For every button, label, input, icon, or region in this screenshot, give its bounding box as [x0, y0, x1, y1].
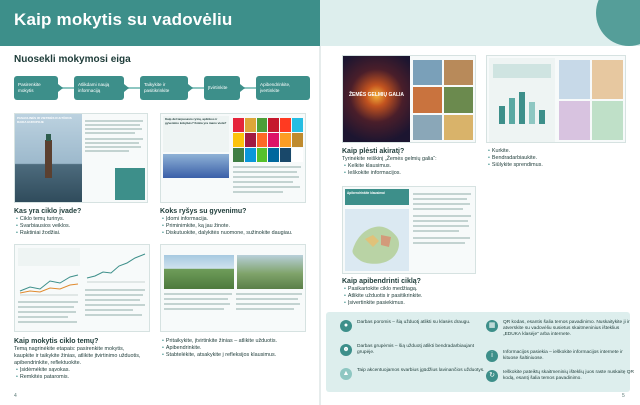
practice-item: • Stabtelėkite, atsakykite į refleksijos klausimus. [162, 352, 277, 359]
practice-item: • Apibendrinkite. [162, 345, 277, 352]
learn-list [16, 367, 70, 381]
thumb-data [486, 55, 626, 143]
learn-intro-1: Temą nagrinėkite etapais: pasirenkite mokytis, [14, 346, 125, 352]
cycle-item: • Ciklo temų turinys. [16, 216, 70, 223]
header-bar-right [320, 0, 640, 46]
difficulty-icon: ▲ [340, 368, 352, 380]
expand-title: Kaip plėsti akiratį? [342, 148, 405, 155]
flow-step-2: Atlikdami naują informaciją [74, 76, 124, 100]
legend-qr-code: ▦ QR kodas, esantis šalia temos pavadinimo. Nuskaitykite ji ir atverskite su vadovėliu susietus skaitmeninius išteklius „EDUKA klasėje“ arba internete. [486, 320, 638, 337]
cycle-list [16, 216, 70, 237]
legend-difficulty: ▲ Taip akcentuojamos svarbius įgūdžius lavinančios užduotys. [340, 368, 492, 380]
learn-intro-3: apibendrinkite, reflektuokite. [14, 360, 82, 366]
flow-step-5: Apibendrinkite, įvertinkite [256, 76, 310, 100]
book-spine [319, 0, 321, 405]
expand-item: • Ieškokite informacijos. [344, 170, 401, 177]
expand-item: • Kelkite klausimus. [344, 163, 401, 170]
thumb-cycle-intro [14, 113, 148, 203]
data-heading [493, 64, 551, 78]
thumb-caption: PASAULINĖS IR VIETINĖS KULTŪROS RAIDA EUROPOJE [17, 116, 72, 124]
sdg-grid [233, 118, 303, 162]
sidebar-box [115, 168, 145, 200]
learn-item: • Remkitės pataromis. [16, 374, 70, 381]
thumb-topic [160, 113, 306, 203]
learn-heading-box [18, 248, 80, 266]
topic-item: • Diskutuokite, dalykitės nuomone, sužinokite daugiau. [162, 230, 292, 237]
learn-title: Kaip mokytis ciklo temų? [14, 338, 99, 345]
text-lines [85, 120, 145, 162]
summary-caption: Apibendrinkite klausimai [347, 191, 385, 195]
learn-chart-2 [85, 248, 147, 284]
summary-item: • Pasikartokite ciklo medžiagą. [344, 286, 423, 293]
expand-list-right [488, 148, 543, 169]
data-charts-grid [559, 60, 623, 140]
cycle-item: • Raktiniai žodžiai. [16, 230, 70, 237]
learn-text-lines-2 [85, 289, 147, 329]
topic-title: Koks ryšys su gyvenimu? [160, 208, 247, 215]
flow-step-1: Pasirenkite mokytis [14, 76, 58, 100]
flow-step-3: Taikykite ir pasitikrinkite [140, 76, 188, 100]
earth-core-photo [343, 56, 410, 143]
expand-item: • Kurkite. [488, 148, 543, 155]
digital-icon: ↻ [486, 370, 498, 382]
topic-caption: Kaip dėl tarpusavio ryšių, aplinkos ir gyvenimo kokybės? Kokia yra mano vieta? [165, 117, 227, 125]
landscape-photo-2 [237, 255, 303, 289]
expand-caption: ŽEMĖS GELMIŲ GALIA [349, 92, 404, 98]
learn-chart-1 [18, 269, 80, 297]
topic-text-lines [233, 166, 303, 200]
legend-box [326, 312, 634, 392]
europe-map [345, 209, 409, 271]
legend-group-work: ☻ Darbas grupėmis – šią užduotį atlikti bendradarbiaujant grupėje. [340, 344, 492, 356]
thumb-summary [342, 186, 476, 274]
expand-item: • Siūlykite sprendimus. [488, 162, 543, 169]
learning-flow [14, 76, 310, 100]
expand-intro: Tyrinėkite reiškinį „Žemės gelmių galia“: [342, 156, 437, 162]
summary-item: • Atlikite užduotis ir pasitikrinkite. [344, 293, 423, 300]
practice-item: • Pritaikykite, įtvirtinkite žinias – atlikite užduotis. [162, 338, 277, 345]
practice-text-lines [164, 293, 303, 329]
summary-list [344, 286, 423, 307]
eu-flags-photo [163, 154, 229, 178]
page-number-right: 5 [622, 393, 625, 399]
qr-code-icon: ▦ [486, 320, 498, 332]
expand-item: • Bendradarbiaukite. [488, 155, 543, 162]
tower-roof [46, 134, 51, 141]
landscape-photo [164, 255, 234, 289]
clock-tower [45, 140, 52, 178]
summary-text-lines [413, 193, 473, 271]
pair-work-icon: ● [340, 320, 352, 332]
learn-text-lines [18, 301, 80, 331]
cycle-item: • Svarbiausios veiklos. [16, 223, 70, 230]
expand-photo-grid [413, 60, 473, 140]
topic-list [162, 216, 292, 237]
group-work-icon: ☻ [340, 344, 352, 356]
learn-item: • Įsidėmėkite sąvokas. [16, 367, 70, 374]
learn-intro-2: kaupkite ir taikykite žinias, atlikite įtvirtinimo užduotis, [14, 353, 141, 359]
section-subtitle: Nuosekli mokymosi eiga [14, 54, 131, 65]
legend-info: i Informacijos pasiekia – ieškokite informacijos internete ir kituose šaltiniuose. [486, 350, 638, 362]
legend-digital: ↻ Ieškokite pateiktų skaitmeninių išteklių juos raste nuskaitę QR kodą, esantį šalia temos pavadinimo. [486, 370, 638, 382]
cycle-title: Kas yra ciklo įvade? [14, 208, 82, 215]
practice-list [162, 338, 277, 359]
expand-list-left [344, 163, 401, 177]
page-number-left: 4 [14, 393, 17, 399]
topic-item: • Įdomi informacija. [162, 216, 292, 223]
thumb-practice [160, 244, 306, 332]
legend-pair-work: ● Darbas poromis – šią užduotį atlikti su klasės draugu. [340, 320, 492, 332]
info-icon: i [486, 350, 498, 362]
thumb-expand [342, 55, 476, 143]
thumb-learn [14, 244, 150, 332]
summary-item: • Įsivertinkite pasiekimus. [344, 300, 423, 307]
summary-title: Kaip apibendrinti ciklą? [342, 278, 421, 285]
header-bar [0, 0, 320, 46]
page-title: Kaip mokytis su vadovėliu [14, 10, 233, 29]
flow-step-4: Įtvirtinkite [204, 76, 240, 100]
data-chart [495, 86, 547, 126]
topic-item: • Priminimkite, ką jau žinote. [162, 223, 292, 230]
